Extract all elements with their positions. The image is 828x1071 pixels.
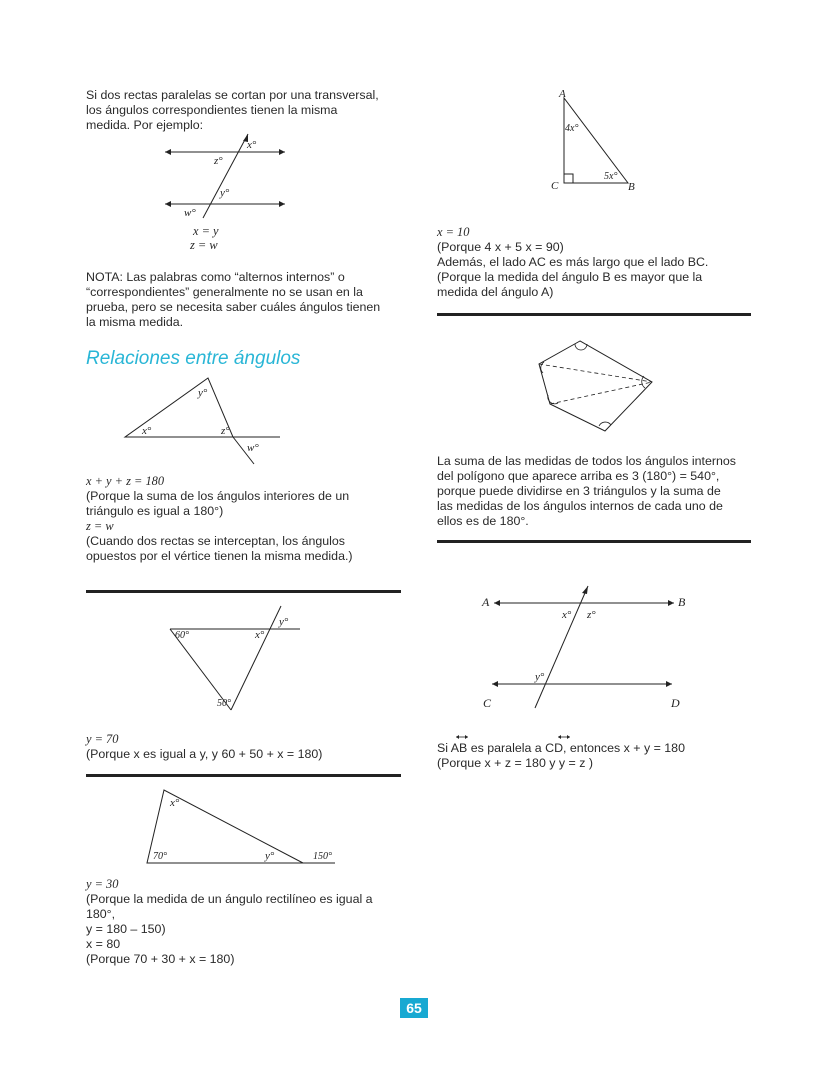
point-label-d: D (671, 696, 680, 710)
angle-label-60: 60° (175, 630, 189, 641)
text-line: triángulo es igual a 180°) (86, 504, 224, 518)
text-line: las medidas de los ángulos internos de cada uno de (437, 499, 723, 513)
right-triangle-figure (548, 86, 648, 196)
angle-label-y: y° (279, 616, 289, 628)
text-line: x = 10 (437, 225, 470, 239)
point-label-b: B (678, 595, 686, 609)
page-number: 65 (400, 998, 428, 1018)
parallel-transversal-figure (478, 584, 708, 714)
text-line: (Porque 4 x + 5 x = 90) (437, 240, 564, 254)
point-label-a: A (482, 595, 490, 609)
text-line: Si AB es paralela a CD, entonces x + y = 180 (437, 741, 685, 755)
text-line: la misma medida. (86, 315, 184, 329)
divider (86, 590, 401, 593)
text-line: opuestos por el vértice tienen la misma medida.) (86, 549, 353, 563)
angle-label-x: x° (142, 425, 152, 437)
angle-relations-paragraph (86, 474, 353, 564)
text-line: (Porque 70 + 30 + x = 180) (86, 952, 235, 966)
vertex-label-c: C (551, 180, 559, 192)
angle-label-150: 150° (313, 851, 332, 862)
parallel-paragraph (437, 741, 685, 771)
triangle-angles-figure (120, 374, 290, 469)
text-line: y = 30 (86, 877, 119, 891)
angle-label-z: z° (587, 609, 596, 621)
divider (86, 774, 401, 777)
exterior-angle-figure (143, 786, 343, 866)
vertex-label-b: B (628, 181, 635, 193)
angle-label-70: 70° (153, 851, 167, 862)
intro-paragraph (86, 88, 379, 133)
text-line: 180°, (86, 907, 116, 921)
point-label-c: C (483, 696, 492, 710)
vertex-label-a: A (559, 88, 566, 100)
text-line: (Porque x + z = 180 y y = z ) (437, 756, 593, 770)
text-line: (Porque la suma de los ángulos interiores de un (86, 489, 350, 503)
text-line: (Porque x es igual a y, y 60 + 50 + x = 180) (86, 747, 323, 761)
angle-label-y: y° (265, 850, 275, 862)
text-line: porque puede dividirse en 3 triángulos y la suma de (437, 484, 721, 498)
text-line: prueba, pero se necesita saber cuáles ángulos tienen (86, 300, 381, 314)
text-line: ellos es de 180°. (437, 514, 529, 528)
angle-label-w: w° (184, 207, 196, 219)
angle-label-z: z° (221, 425, 230, 437)
angle-label-y: y° (220, 187, 230, 199)
parallel-lines-figure (160, 132, 290, 222)
equation-z-w: z = w (190, 238, 218, 252)
angle-label-4x: 4x° (565, 123, 579, 134)
angle-label-x: x° (562, 609, 572, 621)
angle-label-x: x° (170, 797, 180, 809)
text-line: medida del ángulo A) (437, 285, 554, 299)
text-line: x + y + z = 180 (86, 474, 165, 488)
nota-paragraph (86, 270, 380, 330)
angle-label-y: y° (198, 387, 208, 399)
angle-label-x: x° (255, 629, 265, 641)
text-line: Si dos rectas paralelas se cortan por una transversal, (86, 88, 379, 102)
angle-label-x: x° (247, 139, 257, 151)
text-line: “correspondientes” generalmente no se usan en la (86, 285, 363, 299)
text-line: medida. Por ejemplo: (86, 118, 204, 132)
angle-label-5x: 5x° (604, 171, 618, 182)
divider (437, 313, 751, 316)
text-line: (Porque la medida del ángulo B es mayor que la (437, 270, 703, 284)
angle-label-w: w° (247, 442, 259, 454)
polygon-paragraph (437, 454, 736, 529)
inverted-triangle-figure (165, 604, 305, 714)
line-notation-arrows (455, 734, 595, 740)
text-line: (Porque la medida de un ángulo rectilíneo es igual a (86, 892, 373, 906)
text-line: del polígono que aparece arriba es 3 (180°) = 540°, (437, 469, 720, 483)
text-line: x = 80 (86, 937, 121, 951)
text-line: los ángulos correspondientes tienen la misma (86, 103, 338, 117)
text-line: Además, el lado AC es más largo que el lado BC. (437, 255, 709, 269)
divider (437, 540, 751, 543)
section-heading: Relaciones entre ángulos (86, 348, 301, 369)
angle-label-z: z° (214, 155, 223, 167)
equation-x-y: x = y (193, 224, 219, 238)
y30-paragraph (86, 877, 373, 967)
y70-paragraph (86, 732, 322, 762)
pentagon-figure (535, 336, 665, 436)
text-line: NOTA: Las palabras como “alternos internos” o (86, 270, 345, 284)
text-line: y = 70 (86, 732, 119, 746)
angle-label-y: y° (535, 671, 545, 683)
angle-label-50: 50° (217, 698, 231, 709)
text-line: y = 180 – 150) (86, 922, 166, 936)
text-line: z = w (86, 519, 114, 533)
text-line: (Cuando dos rectas se interceptan, los ángulos (86, 534, 345, 548)
x10-paragraph (437, 225, 708, 300)
text-line: La suma de las medidas de todos los ángulos internos (437, 454, 736, 468)
